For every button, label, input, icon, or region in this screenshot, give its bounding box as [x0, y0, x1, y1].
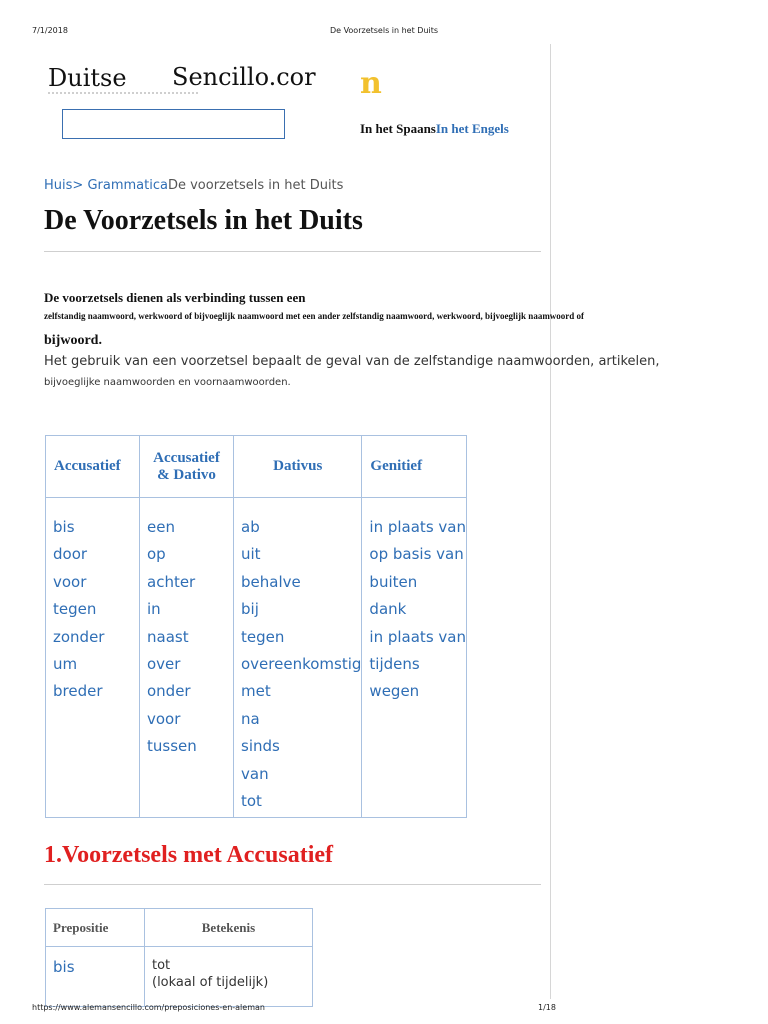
language-links — [360, 121, 509, 137]
print-header — [0, 26, 768, 40]
meaning-header-row — [46, 909, 313, 947]
meaning-prep[interactable]: bis — [53, 958, 75, 976]
preposition-item[interactable]: behalve — [241, 572, 301, 591]
header-betekenis: Betekenis — [145, 909, 313, 947]
prepositions-header-row — [46, 436, 467, 498]
logo-text-right[interactable]: Sencillo.cor — [172, 63, 316, 91]
preposition-item[interactable]: een — [147, 518, 175, 536]
column-accusatief — [46, 498, 140, 818]
preposition-item[interactable]: ab — [241, 518, 260, 536]
prepositions-table — [45, 435, 467, 818]
language-spanish-link[interactable]: In het Spaans — [360, 121, 436, 136]
preposition-item[interactable]: voor — [53, 572, 87, 591]
title-divider — [44, 251, 541, 252]
meaning-row — [46, 947, 313, 1007]
section-divider — [44, 884, 541, 885]
search-input[interactable] — [62, 109, 285, 139]
print-url: https://www.alemansencillo.com/preposiciones-en-aleman — [32, 1003, 265, 1012]
page-title: De Voorzetsels in het Duits — [44, 205, 363, 236]
preposition-item[interactable]: um — [53, 655, 78, 674]
print-page-number: 1/18 — [538, 1003, 556, 1012]
dativus-list — [234, 514, 361, 815]
preposition-item[interactable]: zonder — [53, 627, 105, 646]
print-title: De Voorzetsels in het Duits — [329, 26, 439, 35]
breadcrumb-grammar[interactable]: Grammatica — [87, 178, 168, 193]
preposition-item[interactable]: bij — [241, 600, 259, 619]
print-date: 7/1/2018 — [32, 26, 68, 35]
header-dativus: Dativus — [234, 436, 362, 498]
intro-line-5: bijvoeglijke naamwoorden en voornaamwoorden. — [44, 377, 291, 388]
preposition-item[interactable]: naast — [147, 627, 189, 646]
preposition-item[interactable]: door — [53, 545, 88, 564]
preposition-item[interactable]: sinds — [241, 737, 280, 756]
accusatief-dativo-list — [140, 514, 233, 761]
preposition-item[interactable]: na — [241, 709, 260, 728]
prepositions-body-row — [46, 498, 467, 818]
genitief-list — [362, 514, 466, 706]
preposition-item[interactable]: tussen — [147, 737, 197, 756]
preposition-item[interactable]: onder — [147, 682, 191, 701]
column-dativus — [234, 498, 362, 818]
preposition-item[interactable]: tegen — [241, 627, 285, 646]
intro-line-2: zelfstandig naamwoord, werkwoord of bijvoeglijk naamwoord met een ander zelfstandig naamwoord, werkwoord, bijvoeglijk naamwoord of — [44, 311, 585, 321]
breadcrumb-separator: > — [72, 178, 88, 193]
logo-underline — [48, 92, 198, 94]
preposition-item[interactable]: bis — [53, 518, 75, 536]
preposition-item[interactable]: in — [147, 600, 161, 619]
preposition-item[interactable]: wegen — [369, 682, 420, 701]
section-title-accusatief: 1.Voorzetsels met Accusatief — [44, 842, 334, 868]
meaning-table — [45, 908, 313, 1007]
meaning-prep-cell — [46, 947, 145, 1007]
header-prepositie: Prepositie — [46, 909, 145, 947]
intro-line-4: Het gebruik van een voorzetsel bepaalt de geval van de zelfstandige naamwoorden, artikelen, — [44, 354, 660, 369]
accusatief-list — [46, 514, 139, 706]
preposition-item[interactable]: dank — [369, 600, 407, 619]
preposition-item[interactable]: tegen — [53, 600, 97, 619]
intro-line-1: De voorzetsels dienen als verbinding tussen een — [44, 290, 306, 305]
preposition-item[interactable]: met — [241, 682, 271, 701]
logo-accent: n — [360, 66, 382, 101]
preposition-item[interactable]: van — [241, 764, 269, 783]
header-accusatief-dativo: Accusatief & Dativo — [140, 436, 234, 498]
preposition-item[interactable]: voor — [147, 709, 181, 728]
preposition-item[interactable]: in plaats van — [369, 627, 466, 646]
preposition-item[interactable]: breder — [53, 682, 103, 701]
meaning-line-1: tot — [152, 958, 171, 973]
preposition-item[interactable]: buiten — [369, 572, 418, 591]
preposition-item[interactable]: tot — [241, 792, 262, 811]
breadcrumb — [44, 178, 343, 193]
preposition-item[interactable]: over — [147, 655, 181, 674]
intro-line-3: bijwoord. — [44, 333, 102, 348]
header-accusatief: Accusatief — [46, 436, 140, 498]
preposition-item[interactable]: op — [147, 545, 166, 564]
column-genitief — [362, 498, 467, 818]
logo-text-left[interactable]: Duitse — [48, 64, 127, 92]
preposition-item[interactable]: uit — [241, 545, 261, 564]
meaning-line-2: (lokaal of tijdelijk) — [152, 975, 269, 990]
preposition-item[interactable]: op basis van — [369, 545, 464, 564]
header-genitief: Genitief — [362, 436, 467, 498]
breadcrumb-home[interactable]: Huis — [44, 178, 73, 193]
preposition-item[interactable]: tijdens — [369, 655, 420, 674]
meaning-text-cell — [145, 947, 313, 1007]
preposition-item[interactable]: overeenkomstig — [241, 655, 362, 674]
preposition-item[interactable]: in plaats van — [369, 518, 466, 536]
breadcrumb-current: De voorzetsels in het Duits — [167, 178, 344, 193]
language-english-link[interactable]: In het Engels — [435, 121, 509, 136]
preposition-item[interactable]: achter — [147, 572, 196, 591]
column-accusatief-dativo — [140, 498, 234, 818]
